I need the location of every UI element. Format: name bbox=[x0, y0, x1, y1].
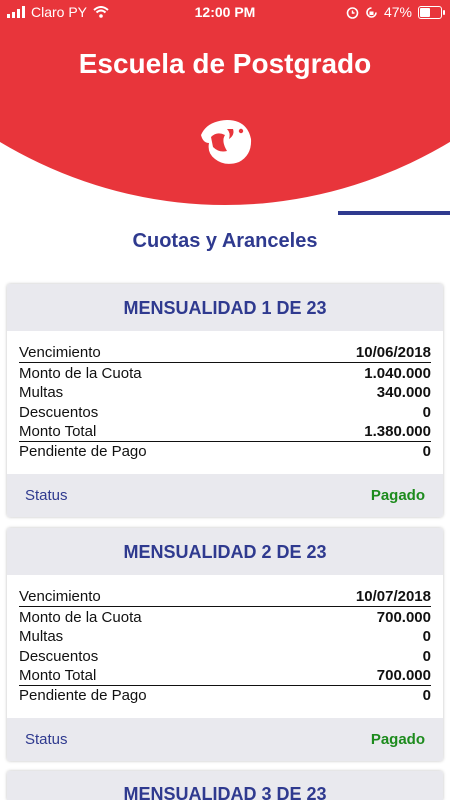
value-monto-cuota: 1.040.000 bbox=[364, 364, 431, 382]
row-descuentos bbox=[19, 402, 431, 421]
clock: 12:00 PM bbox=[194, 4, 256, 20]
status-bar-right bbox=[346, 4, 442, 20]
value-monto-total: 1.380.000 bbox=[364, 422, 431, 440]
value-monto-cuota: 700.000 bbox=[376, 608, 431, 626]
label-pendiente: Pendiente de Pago bbox=[19, 687, 147, 705]
section-title: Cuotas y Aranceles bbox=[132, 230, 318, 252]
row-multas bbox=[19, 383, 431, 402]
value-pendiente: 0 bbox=[422, 687, 431, 705]
label-monto-cuota: Monto de la Cuota bbox=[19, 608, 142, 626]
card-title: MENSUALIDAD 3 DE 23 bbox=[7, 771, 443, 800]
battery-icon bbox=[418, 6, 442, 19]
carrier-name: Claro PY bbox=[31, 4, 88, 20]
value-descuentos: 0 bbox=[422, 403, 431, 421]
battery-percent: 47% bbox=[383, 4, 412, 20]
header-background bbox=[0, 0, 450, 205]
status-label: Status bbox=[25, 731, 68, 749]
label-multas: Multas bbox=[19, 628, 64, 646]
row-monto-total bbox=[19, 666, 431, 686]
card-body bbox=[7, 575, 443, 718]
card-body bbox=[7, 331, 443, 474]
row-monto-cuota bbox=[19, 363, 431, 382]
alarm-icon bbox=[346, 6, 359, 19]
value-multas: 0 bbox=[422, 628, 431, 646]
installment-card[interactable] bbox=[7, 528, 443, 761]
row-multas bbox=[19, 627, 431, 646]
status-label: Status bbox=[25, 487, 68, 505]
status-bar bbox=[0, 0, 450, 24]
label-descuentos: Descuentos bbox=[19, 647, 99, 665]
row-vencimiento bbox=[19, 343, 431, 363]
value-descuentos: 0 bbox=[422, 647, 431, 665]
value-vencimiento: 10/07/2018 bbox=[355, 588, 431, 606]
label-monto-total: Monto Total bbox=[19, 422, 97, 440]
card-title: MENSUALIDAD 1 DE 23 bbox=[7, 284, 443, 331]
rotation-lock-icon bbox=[365, 6, 378, 19]
status-value: Pagado bbox=[370, 487, 425, 505]
row-vencimiento bbox=[19, 587, 431, 607]
installment-card[interactable] bbox=[7, 771, 443, 800]
status-value: Pagado bbox=[370, 731, 425, 749]
bird-logo-icon bbox=[197, 117, 253, 165]
label-vencimiento: Vencimiento bbox=[19, 588, 101, 606]
tab-indicator bbox=[338, 211, 450, 215]
label-monto-total: Monto Total bbox=[19, 666, 97, 684]
label-pendiente: Pendiente de Pago bbox=[19, 443, 147, 461]
row-monto-cuota bbox=[19, 607, 431, 626]
label-vencimiento: Vencimiento bbox=[19, 344, 101, 362]
installment-card[interactable] bbox=[7, 284, 443, 517]
row-pendiente bbox=[19, 442, 431, 461]
value-vencimiento: 10/06/2018 bbox=[355, 344, 431, 362]
row-pendiente bbox=[19, 686, 431, 705]
value-pendiente: 0 bbox=[422, 443, 431, 461]
row-descuentos bbox=[19, 646, 431, 665]
app-title: Escuela de Postgrado bbox=[78, 48, 372, 79]
value-multas: 340.000 bbox=[376, 384, 431, 402]
card-title: MENSUALIDAD 2 DE 23 bbox=[7, 528, 443, 575]
label-monto-cuota: Monto de la Cuota bbox=[19, 364, 142, 382]
card-footer bbox=[7, 718, 443, 761]
row-monto-total bbox=[19, 422, 431, 442]
value-monto-total: 700.000 bbox=[376, 666, 431, 684]
label-descuentos: Descuentos bbox=[19, 403, 99, 421]
card-footer bbox=[7, 474, 443, 517]
label-multas: Multas bbox=[19, 384, 64, 402]
